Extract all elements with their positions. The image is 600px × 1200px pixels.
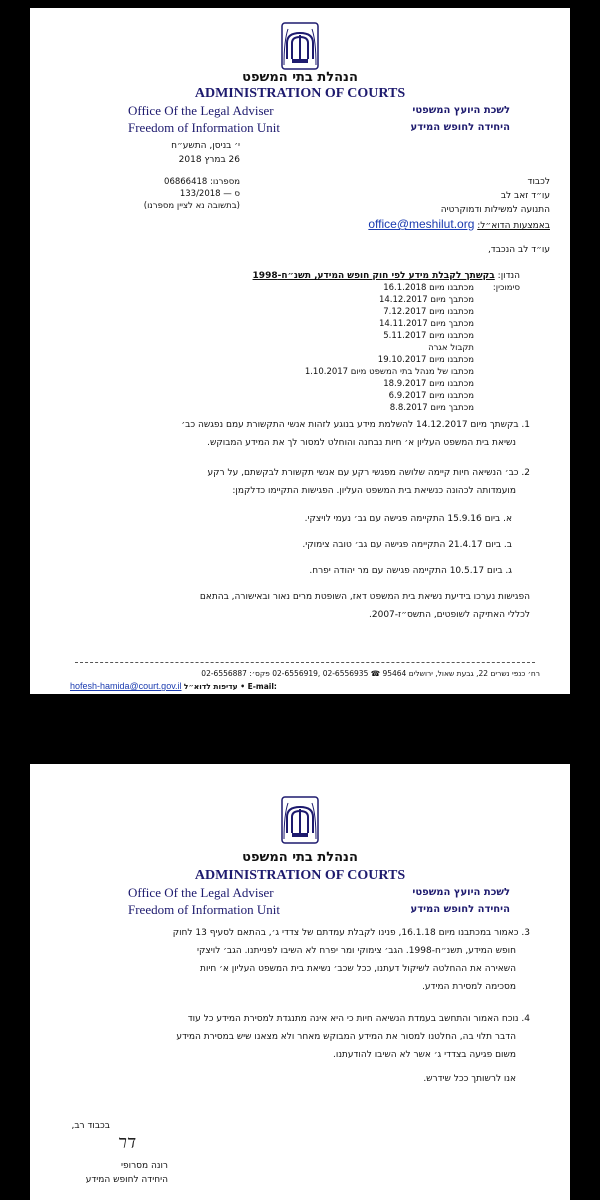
reference-item: מכתבך מיום 14.11.2017 xyxy=(378,319,474,329)
reference-item: תקבול אגרה xyxy=(428,343,474,353)
english-office-line: Office Of the Legal Adviser xyxy=(128,885,274,900)
subject-line xyxy=(120,270,520,282)
reference-item: מכתבנו מיום 5.11.2017 xyxy=(383,331,474,341)
letter-page-2 xyxy=(30,764,570,1200)
paragraph-4 xyxy=(60,1010,530,1064)
hebrew-office-block xyxy=(411,884,510,918)
paragraph-2-line: 2. כב׳ הנשיאה חיות קיימה שלושה מפגשי רקע עם אנשי תקשורת לבקשתם, על רקע xyxy=(207,468,530,478)
subject-label: הנדון: xyxy=(497,271,520,281)
paragraph-4-line: הדבר תלוי בה, החלטנו למסור את המידע המבוקש מאחר ולא מצאנו שיש במסירת המידע xyxy=(176,1032,516,1042)
state-emblem-icon xyxy=(280,794,320,846)
email-line xyxy=(290,218,550,232)
paragraph-3-line: מסכימה למסירת המידע. xyxy=(422,982,516,992)
closing-line: הפגישות נערכו בידיעת נשיאת בית המשפט דאז, השופטת מרים נאור ובאישורה, בהתאם xyxy=(199,592,530,602)
hebrew-letterhead-title: הנהלת בתי המשפט xyxy=(242,850,358,865)
paragraph-4-line: 4. נוכח האמור והתחשב בעמדת הנשיאה חיות כי היא אינה מתנגדת למסירת המידע כל עוד xyxy=(187,1014,530,1024)
footer-contact xyxy=(70,680,540,693)
reference-number: מספרנו: 06866418 xyxy=(164,177,240,187)
english-unit-line: Freedom of Information Unit xyxy=(128,902,280,917)
availability-note: אנו לרשותך ככל שידרש. xyxy=(423,1074,516,1084)
reference-item: מכתבו של מנהל בתי המשפט מיום 1.10.2017 xyxy=(304,367,474,377)
english-letterhead-title: ADMINISTRATION OF COURTS xyxy=(194,86,406,101)
to-label: לכבוד xyxy=(527,177,550,187)
hebrew-letterhead-title: הנהלת בתי המשפט xyxy=(242,70,358,85)
footer-email-label: עדיפות לדוא״ל • E-mail: xyxy=(183,682,277,691)
handwritten-signature: ﬢ‏ר xyxy=(118,1132,137,1153)
reference-item: מכתבנו מיום 16.1.2018 xyxy=(383,283,474,293)
hebrew-office-line: לשכת היועץ המשפטי xyxy=(412,105,510,116)
hebrew-office-block xyxy=(411,102,510,136)
gregorian-date: 26 במרץ 2018 xyxy=(178,155,240,165)
english-office-block xyxy=(128,102,280,136)
paragraph-4-line: משום פגיעה בצדדי ג׳ אשר לא השיבו להודעתנו. xyxy=(333,1050,516,1060)
email-label: באמצעות הדוא״ל: xyxy=(477,221,550,231)
english-unit-line: Freedom of Information Unit xyxy=(128,120,280,135)
hebrew-date: י׳ בניסן, התשע״ח xyxy=(171,141,240,151)
hebrew-unit-line: היחידה לחופש המידע xyxy=(410,904,510,915)
paragraph-1-line: 1. בקשתך מיום 14.12.2017 להשלמת מידע בנוגע לזהות אנשי התקשורת עמם נפגשה כב׳ xyxy=(181,420,530,430)
letter-page-1 xyxy=(30,8,570,694)
references-label: סימוכין: xyxy=(492,283,520,293)
case-number: ס — 133/2018 xyxy=(179,189,240,199)
reference-item: מכתבנו מיום 19.10.2017 xyxy=(377,355,474,365)
meeting-item-a: א. ביום 15.9.16 התקיימה פגישה עם גב׳ נעמי לויצקי. xyxy=(304,514,512,524)
reference-item: מכתבנו מיום 6.9.2017 xyxy=(388,391,474,401)
reference-item: מכתבך מיום 14.12.2017 xyxy=(378,295,474,305)
paragraph-3 xyxy=(60,924,530,996)
recipient-email-link[interactable]: office@meshilut.org xyxy=(368,217,475,231)
signer-unit: היחידה לחופש המידע xyxy=(85,1175,168,1185)
signer-name: רונה מסרופי xyxy=(121,1161,168,1171)
reference-item: מכתבנו מיום 18.9.2017 xyxy=(383,379,474,389)
footer-address: רח׳ כנפי נשרים 22, גבעת שאול, ירושלים 95464 ☎ 02-6556935 ,02-6556919 פקס׳: 02-6556887 xyxy=(201,669,540,678)
paragraph-3-line: חופש המידע, תשנ״ח-1998. הגב׳ צימוקי ומר יפרח לא השיבו לפנייתנו. הגב׳ לויצקי xyxy=(197,946,516,956)
regards: בכבוד רב, xyxy=(71,1121,110,1131)
english-letterhead-title: ADMINISTRATION OF COURTS xyxy=(194,868,406,883)
closing-line: לכללי האתיקה לשופטים, התשס״ז-2007. xyxy=(369,610,530,620)
paragraph-1 xyxy=(60,416,530,452)
paragraph-1-line: נשיאת בית המשפט העליון א׳ חיות נבחנה והוחלט למסור לך את המידע המבוקש. xyxy=(207,438,516,448)
paragraph-2-line: מועמדותה לכהונה כנשיאת בית המשפט העליון. הפגישות התקיימו כדלקמן: xyxy=(232,486,516,496)
hebrew-office-line: לשכת היועץ המשפטי xyxy=(412,887,510,898)
english-office-block xyxy=(128,884,280,918)
greeting: עו״ד לב הנכבד, xyxy=(487,245,550,255)
meeting-item-b: ב. ביום 21.4.17 התקיימה פגישה עם גב׳ טובה צימוקי. xyxy=(302,540,512,550)
reply-note: (בתשובה נא לציין מספרנו) xyxy=(143,201,240,211)
hebrew-unit-line: היחידה לחופש המידע xyxy=(410,122,510,133)
closing-paragraph xyxy=(60,588,530,624)
recipient-name: עו״ד זאב לב xyxy=(500,191,550,201)
subject-text: בקשתך לקבלת מידע לפי חוק חופש המידע, תשנ״ח-1998 xyxy=(252,271,495,281)
paragraph-2 xyxy=(60,464,530,500)
paragraph-3-line: השאירה את ההחלטה לשיקול דעתנו, ככל שכב׳ נשיאת בית המשפט העליון א׳ חיות xyxy=(200,964,516,974)
meeting-item-c: ג. ביום 10.5.17 התקיימה פגישה עם מר יהודה יפרח. xyxy=(309,566,512,576)
recipient-organization: התנועה למשילות ודמוקרטיה xyxy=(440,205,550,215)
paragraph-3-line: 3. כאמור במכתבנו מיום 16.1.18, פנינו לקבלת עמדתם של צדדי ג׳, בהתאם לסעיף 13 לחוק xyxy=(172,928,530,938)
state-emblem-icon xyxy=(280,20,320,72)
footer-divider xyxy=(75,662,535,663)
reference-item: מכתבך מיום 8.8.2017 xyxy=(389,403,474,413)
reference-item: מכתבנו מיום 7.12.2017 xyxy=(383,307,474,317)
english-office-line: Office Of the Legal Adviser xyxy=(128,103,274,118)
footer-email-link[interactable]: hofesh-hamida@court.gov.il xyxy=(70,681,182,691)
